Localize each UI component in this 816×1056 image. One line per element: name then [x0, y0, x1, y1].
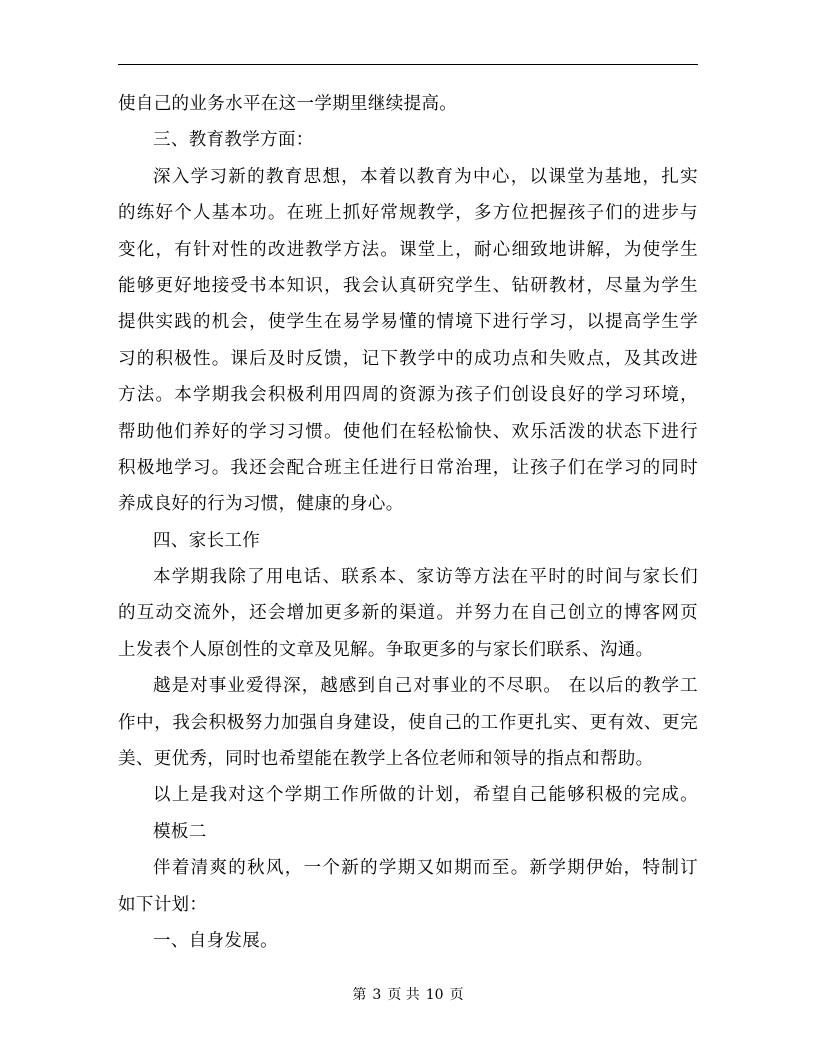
- document-body: [118, 86, 698, 959]
- text-line: 的练好个人基本功。在班上抓好常规教学，多方位把握孩子们的进步与: [118, 203, 698, 224]
- footer-suffix: 页: [449, 987, 464, 1003]
- text-line: 四、家长工作: [153, 530, 261, 551]
- text-line: 上发表个人原创性的文章及见解。争取更多的与家长们联系、沟通。: [118, 639, 654, 660]
- text-line: 深入学习新的教育思想，本着以教育为中心，以课堂为基地，扎实: [153, 166, 698, 187]
- text-line: 方法。本学期我会积极利用四周的资源为孩子们创设良好的学习环境，: [118, 385, 698, 406]
- footer-current-page: 3: [372, 987, 382, 1003]
- text-line: 一、自身发展。: [153, 930, 278, 951]
- text-line: 伴着清爽的秋风，一个新的学期又如期而至。新学期伊始，特制订: [153, 858, 698, 879]
- text-line: 以上是我对这个学期工作所做的计划，希望自己能够积极的完成。: [153, 785, 698, 806]
- footer-middle: 页 共: [387, 987, 420, 1003]
- text-line: 帮助他们养好的学习习惯。使他们在轻松愉快、欢乐活泼的状态下进行: [118, 421, 698, 442]
- footer-prefix: 第: [352, 987, 367, 1003]
- header-rule: [118, 64, 698, 65]
- text-line: 使自己的业务水平在这一学期里继续提高。: [118, 94, 458, 114]
- text-line: 积极地学习。我还会配合班主任进行日常治理，让孩子们在学习的同时: [118, 457, 698, 478]
- text-line: 的互动交流外，还会增加更多新的渠道。并努力在自己创立的博客网页: [118, 603, 698, 624]
- text-line: 养成良好的行为习惯，健康的身心。: [118, 494, 404, 515]
- footer-total-pages: 10: [425, 987, 444, 1003]
- text-line: 美、更优秀，同时也希望能在教学上各位老师和领导的指点和帮助。: [118, 749, 654, 770]
- text-line: 模板二: [153, 821, 207, 842]
- text-line: 三、教育教学方面：: [153, 130, 314, 151]
- text-line: 习的积极性。课后及时反馈，记下教学中的成功点和失败点，及其改进: [118, 348, 698, 369]
- page-footer: [0, 984, 816, 1004]
- text-line: 越是对事业爱得深，越感到自己对事业的不尽职。 在以后的教学工: [153, 676, 698, 697]
- text-line: 变化，有针对性的改进教学方法。课堂上，耐心细致地讲解，为使学生: [118, 239, 698, 260]
- text-line: 能够更好地接受书本知识，我会认真研究学生、钻研教材，尽量为学生: [118, 275, 698, 296]
- text-line: 作中，我会积极努力加强自身建设，使自己的工作更扎实、更有效、更完: [118, 712, 698, 733]
- text-line: 本学期我除了用电话、联系本、家访等方法在平时的时间与家长们: [153, 567, 698, 588]
- text-line: 如下计划：: [118, 894, 208, 915]
- text-line: 提供实践的机会，使学生在易学易懂的情境下进行学习，以提高学生学: [118, 312, 698, 333]
